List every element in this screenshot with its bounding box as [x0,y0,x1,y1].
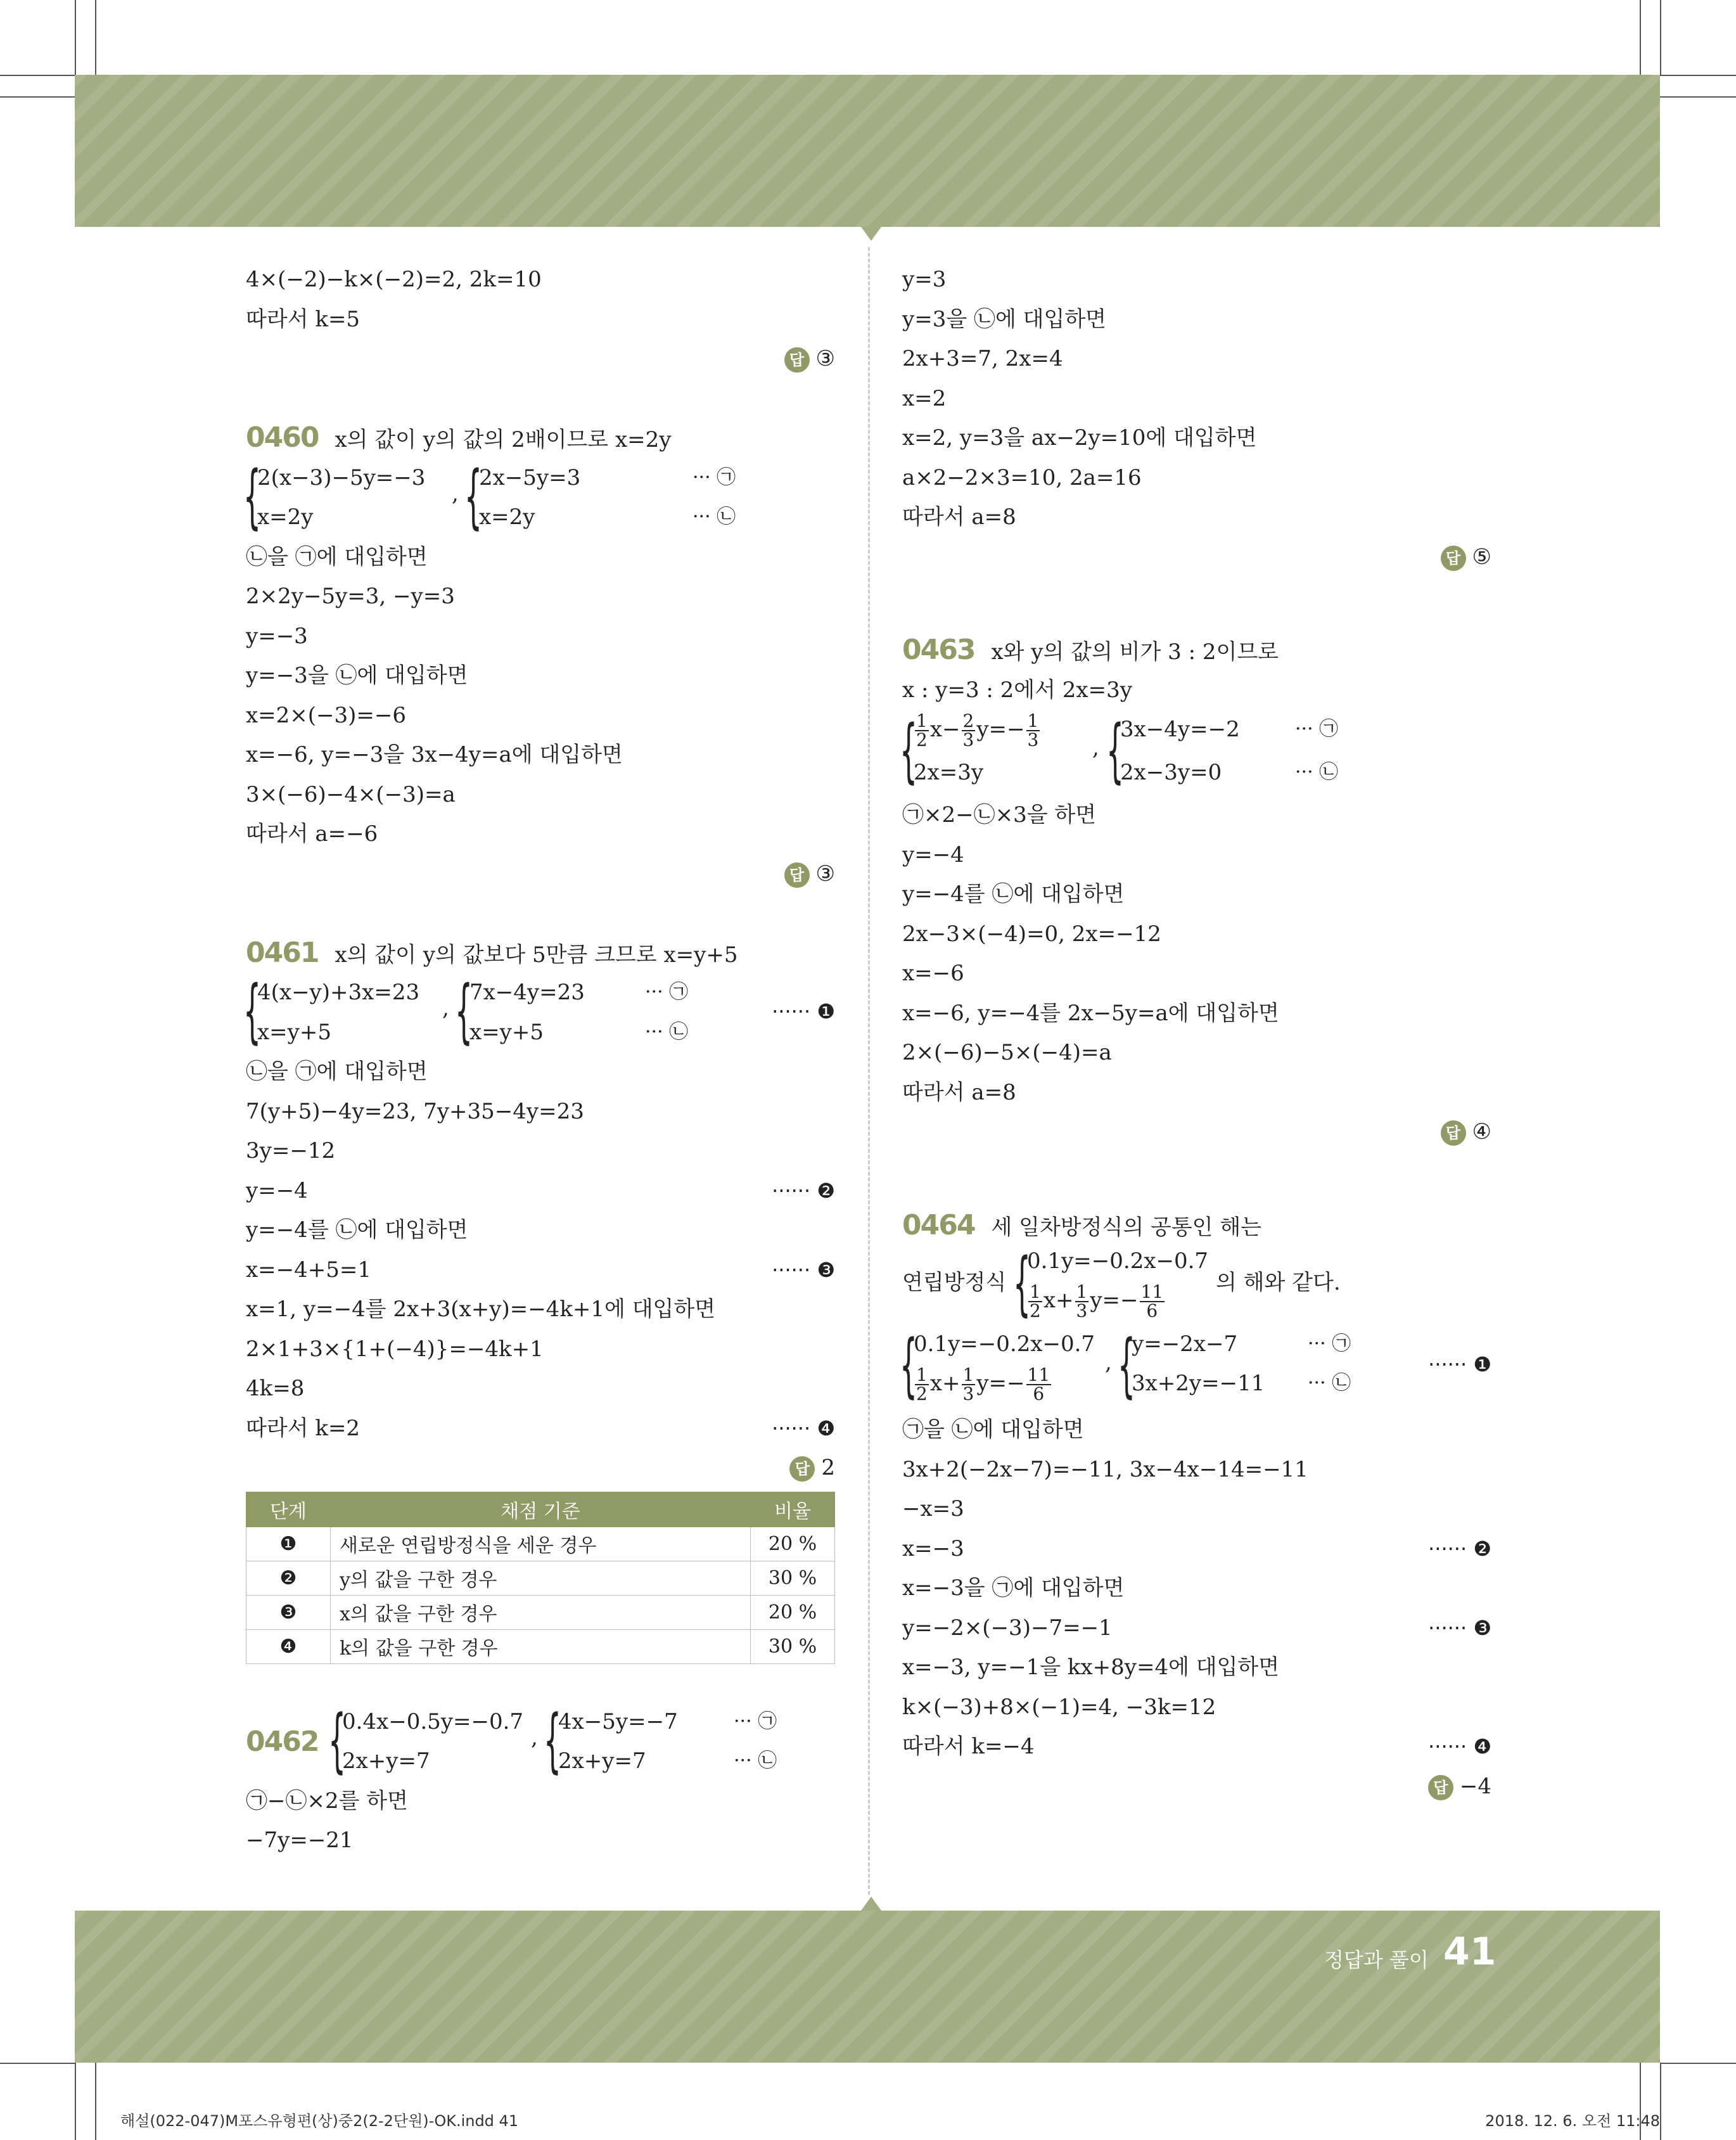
problem-number: 0460 [246,421,319,454]
equation-system: { $\frac{1}{2}$ x− $\frac{2}{3}$ y=− $\frac{1}{3}$ 2x=3y , { 3x−4y=−2 2x−3y=0 ··· ㉠ ··· ㉡ [902,710,1491,795]
solution-line: 2×(−6)−5×(−4)=a [902,1040,1112,1065]
solution-line: x=−4+5=1 ······ ❸ [246,1250,835,1290]
page-number: 41 [1443,1930,1497,1974]
fraction: $\frac{1}{2}$ [1030,1281,1041,1321]
solution-line: x=2, y=3을 ax−2y=10에 대입하면 [902,425,1257,451]
solution-line: y=−3을 ㉡에 대입하면 [246,663,468,688]
step-marker: ······ ❷ [1428,1536,1491,1561]
solution-line: y=−2×(−3)−7=−1 ······ ❸ [902,1608,1491,1648]
equation: $\frac{1}{2}$ x+ $\frac{1}{3}$ y=− $\frac{11}{6}$ [1030,1281,1164,1321]
equation-tag: ··· ㉡ [645,1020,689,1043]
solution-line: x=−3, y=−1을 kx+8y=4에 대입하면 [902,1655,1280,1680]
step-marker: ······ ❹ [1428,1734,1491,1759]
slug-filename: 해설(022-047)M포스유형편(상)중2(2-2단원)-OK.indd 41 [120,2112,519,2130]
solution-line: 4×(−2)−k×(−2)=2, 2k=10 [246,267,542,292]
problem-heading [902,1206,1491,1246]
solution-line: 2×2y−5y=3, −y=3 [246,584,455,609]
crop-mark [1660,2063,1661,2140]
crop-mark [0,75,75,76]
crop-mark [1660,75,1736,76]
solution-line: x=2 [902,385,947,411]
table-row: ❶ 새로운 연립방정식을 세운 경우 20 % [246,1527,835,1561]
fraction: $\frac{11}{6}$ [1027,1364,1050,1404]
lead-text: 연립방정식 [902,1270,1007,1295]
equation: 3x−4y=−2 [1120,717,1240,742]
equation-tag: ··· ㉠ [734,1710,777,1733]
equation-system: { 4(x−y)+3x=23 x=y+5 , { 7x−4y=23 x=y+5 ··· ㉠ ··· ㉡ ······ ❶ [243,970,835,1051]
left-column [243,260,835,1861]
brace: { [1106,710,1124,791]
brace: { [544,1699,561,1781]
table-row: ❷ y의 값을 구한 경우 30 % [246,1561,835,1595]
solution-line: 2x−3×(−4)=0, 2x=−12 [902,921,1161,947]
equation: 2x−3y=0 [1120,760,1222,785]
solution-line: 따라서 k=−4 ······ ❹ [902,1727,1491,1767]
solution-line: x=−3을 ㉠에 대입하면 [902,1575,1125,1601]
step-marker: ······ ❶ [1428,1352,1491,1376]
solution-line: x=−6, y=−3을 3x−4y=a에 대입하면 [246,742,623,767]
equation-tag: ··· ㉠ [692,466,736,489]
answer-value: ③ [815,861,835,887]
equation: $\frac{1}{2}$ x− $\frac{2}{3}$ y=− $\frac{1}{3}$ [916,710,1039,750]
solution-line: x=1, y=−4를 2x+3(x+y)=−4k+1에 대입하면 [246,1297,716,1322]
answer-badge: 답 [1428,1775,1453,1800]
lead-text: 의 해와 같다. [1216,1270,1341,1295]
equation-tag: ··· ㉠ [645,981,689,1003]
problem-heading-text: x의 값이 y의 값의 2배이므로 x=2y [335,427,672,452]
equation: 2x+y=7 [342,1748,430,1774]
solution-line: 3y=−12 [246,1138,336,1163]
equation: 4(x−y)+3x=23 [257,980,420,1005]
problem-heading-text: x와 y의 값의 비가 3 : 2이므로 [991,639,1279,665]
step-marker: ······ ❹ [772,1416,835,1440]
answer-badge: 답 [1441,546,1466,571]
step-marker: ······ ❸ [772,1257,835,1282]
solution-line: y=−4 [902,842,964,868]
solution-line: ㉡을 ㉠에 대입하면 [246,1059,428,1084]
brace: { [455,970,473,1051]
solution-line: ㉡을 ㉠에 대입하면 [246,544,428,570]
equation: 2x+y=7 [558,1748,646,1774]
problem-heading-text: x의 값이 y의 값보다 5만큼 크므로 x=y+5 [335,942,738,968]
solution-line: 따라서 k=2 ······ ❹ [246,1409,835,1449]
solution-line: x : y=3 : 2에서 2x=3y [902,677,1132,703]
solution-line: 3x+2(−2x−7)=−11, 3x−4x−14=−11 [902,1456,1308,1482]
equation-tag: ··· ㉡ [734,1750,777,1772]
equation-tag: ··· ㉡ [692,506,736,528]
solution-line: 2×1+3×{1+(−4)}=−4k+1 [246,1336,544,1362]
crop-mark [1660,96,1736,98]
answer-value: ⑤ [1472,544,1491,570]
solution-line: 따라서 a=8 [902,504,1016,530]
fraction: $\frac{1}{3}$ [962,1364,974,1404]
problem-heading-text: 세 일차방정식의 공통인 해는 [991,1214,1262,1240]
solution-line: ㉠−㉡×2를 하면 [246,1788,408,1814]
header-notch [861,227,881,241]
fraction: $\frac{2}{3}$ [962,710,974,750]
problem-number: 0461 [246,936,319,969]
problem-heading [902,631,1491,670]
equation: x=2y [479,504,535,530]
answer-value: ④ [1472,1119,1491,1144]
answer-line [246,1448,835,1488]
step-marker: ······ ❷ [772,1178,835,1203]
brace: { [1013,1243,1031,1324]
equation: 0.1y=−0.2x−0.7 [1027,1248,1209,1274]
solution-line: x=2×(−3)=−6 [246,702,407,728]
solution-line: y=3을 ㉡에 대입하면 [902,306,1107,332]
crop-mark [95,0,96,75]
brace: { [464,455,482,537]
equation: y=−2x−7 [1132,1331,1238,1357]
equation: 2x−5y=3 [479,465,581,490]
equation: 2x=3y [914,760,984,785]
table-header: 단계 [246,1492,331,1527]
equation: x=y+5 [469,1019,544,1045]
equation-tag: ··· ㉠ [1295,718,1339,740]
solution-line: 2x+3=7, 2x=4 [902,346,1063,371]
solution-line: 따라서 a=−6 [246,821,378,847]
problem-number: 0462 [246,1725,319,1758]
equation: 0.1y=−0.2x−0.7 [914,1331,1095,1357]
answer-line [902,537,1491,577]
equation: x=y+5 [257,1019,331,1045]
crop-mark [1660,0,1661,75]
answer-badge: 답 [784,862,810,888]
brace: { [328,1699,346,1781]
header-band [75,75,1660,227]
solution-line: a×2−2×3=10, 2a=16 [902,465,1142,490]
table-header: 채점 기준 [331,1492,751,1527]
equation-system: { 2(x−3)−5y=−3 x=2y , { 2x−5y=3 x=2y ··· ㉠ ··· ㉡ [243,455,736,537]
solution-line: 4k=8 [246,1376,305,1401]
scoring-table [246,1492,835,1664]
problem-heading [246,418,835,458]
answer-line [902,1112,1491,1152]
slug-timestamp: 2018. 12. 6. 오전 11:48 [1485,2112,1660,2130]
solution-line: 7(y+5)−4y=23, 7y+35−4y=23 [246,1098,584,1124]
answer-value: 2 [821,1455,835,1480]
equation-tag: ··· ㉡ [1295,761,1339,783]
crop-mark [75,0,76,75]
table-header: 비율 [751,1492,835,1527]
answer-badge: 답 [789,1456,815,1482]
footer-notch [861,1897,881,1911]
brace: { [900,710,917,791]
fraction: $\frac{1}{3}$ [1027,710,1039,750]
solution-line: y=−4를 ㉡에 대입하면 [246,1217,468,1243]
answer-value: ③ [815,346,835,371]
equation-system: { 0.1y=−0.2x−0.7 $\frac{1}{2}$ x+ $\frac{1}{3}$ y=− $\frac{11}{6}$ , { y=−2x−7 3x+2y=−11 ··· ㉠ ··· ㉡ ······ ❶ [900,1324,1491,1406]
solution-line: ㉠을 ㉡에 대입하면 [902,1417,1084,1442]
column-divider [868,247,870,1895]
equation: $\frac{1}{2}$ x+ $\frac{1}{3}$ y=− $\frac{11}{6}$ [916,1364,1050,1404]
solution-line: y=−3 [246,623,308,649]
solution-line: y=−4를 ㉡에 대입하면 [902,881,1125,907]
brace: { [243,455,261,537]
solution-line: −x=3 [902,1496,964,1522]
equation: 2(x−3)−5y=−3 [257,465,426,490]
equation-system [902,1245,1491,1324]
problem-number: 0463 [902,634,975,666]
fraction: $\frac{1}{2}$ [916,710,928,750]
solution-line: y=−4 ······ ❷ [246,1171,835,1211]
solution-line: 따라서 a=8 [902,1079,1016,1105]
crop-mark [0,2063,75,2064]
equation-system: 0462 { 0.4x−0.5y=−0.7 2x+y=7 , { 4x−5y=−7 2x+y=7 ··· ㉠ ··· ㉡ [246,1699,777,1781]
step-marker: ······ ❶ [772,999,835,1023]
fraction: $\frac{1}{2}$ [916,1364,928,1404]
equation-tag: ··· ㉠ [1308,1333,1351,1355]
problem-number: 0464 [902,1208,975,1241]
answer-line [246,854,835,894]
equation: 4x−5y=−7 [558,1708,678,1734]
step-marker: ······ ❸ [1428,1615,1491,1640]
equation: x=2y [257,504,314,530]
equation-tag: ··· ㉡ [1308,1372,1351,1394]
solution-line: −7y=−21 [246,1828,354,1853]
fraction: $\frac{1}{3}$ [1076,1281,1088,1321]
footer-band [75,1911,1660,2063]
solution-line: x=−3 ······ ❷ [902,1529,1491,1569]
solution-line: y=3 [902,267,947,292]
answer-badge: 답 [1441,1120,1466,1146]
fraction: $\frac{11}{6}$ [1140,1281,1164,1321]
footer-label: 정답과 풀이 [1324,1948,1429,1972]
solution-line: 따라서 k=5 [246,306,361,332]
solution-line: k×(−3)+8×(−1)=4, −3k=12 [902,1694,1216,1720]
crop-mark [75,2063,76,2140]
equation: 3x+2y=−11 [1132,1371,1265,1396]
crop-mark [1660,2063,1736,2064]
right-column [902,260,1491,1806]
equation: 0.4x−0.5y=−0.7 [342,1708,524,1734]
table-row: ❹ k의 값을 구한 경우 30 % [246,1629,835,1663]
crop-mark [1640,0,1641,75]
solution-line: x=−6, y=−4를 2x−5y=a에 대입하면 [902,1000,1279,1026]
answer-value: −4 [1459,1773,1491,1799]
problem-heading [246,933,835,973]
solution-line: x=−6 [902,961,964,986]
solution-line: 3×(−6)−4×(−3)=a [246,781,456,807]
answer-line [246,339,835,379]
brace: { [1118,1324,1135,1406]
equation: 7x−4y=23 [469,980,585,1005]
crop-mark [0,96,75,98]
answer-badge: 답 [784,347,810,373]
table-row: ❸ x의 값을 구한 경우 20 % [246,1595,835,1629]
answer-line [902,1767,1491,1807]
crop-mark [95,2063,96,2140]
solution-line: ㉠×2−㉡×3을 하면 [902,802,1097,828]
brace: { [243,970,261,1051]
brace: { [900,1324,917,1406]
